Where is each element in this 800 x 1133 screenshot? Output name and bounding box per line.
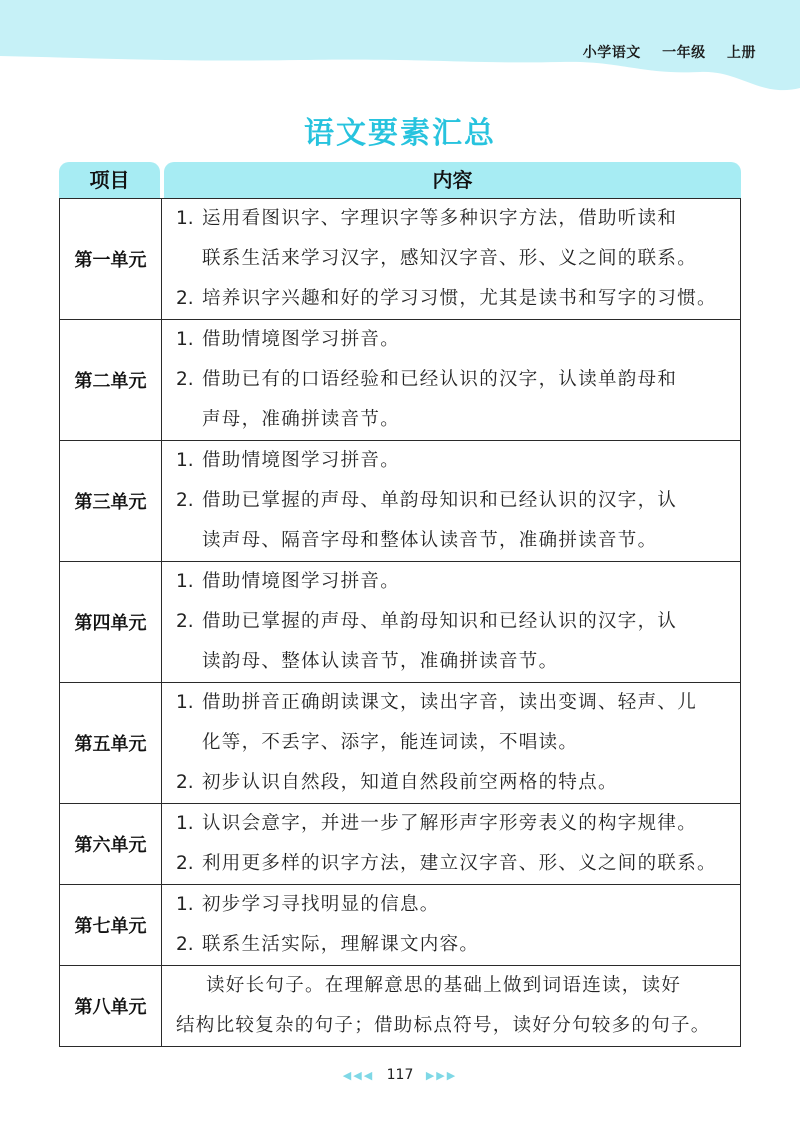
table-row <box>60 199 741 320</box>
item-number: 2. <box>176 934 194 955</box>
content-line <box>176 966 728 1006</box>
item-text: 培养识字兴趣和好的学习习惯，尤其是读书和写字的习惯。 <box>202 288 717 309</box>
item-number: 1. <box>176 571 194 592</box>
item-text: 读韵母、整体认读音节，准确拼读音节。 <box>202 651 559 672</box>
unit-label: 第二单元 <box>60 320 162 441</box>
column-header-item: 项目 <box>59 162 160 198</box>
page-footer <box>0 1067 800 1083</box>
unit-label: 第一单元 <box>60 199 162 320</box>
content-line <box>176 562 728 602</box>
content-line <box>176 602 728 642</box>
content-line <box>176 683 728 723</box>
grade-label: 一年级 <box>662 45 706 61</box>
content-line <box>176 279 728 319</box>
content-line <box>176 239 728 279</box>
content-line <box>176 400 728 440</box>
item-number: 2. <box>176 288 194 309</box>
table-header <box>59 162 741 198</box>
unit-content <box>162 683 741 804</box>
table-row <box>60 441 741 562</box>
content-line <box>176 1006 728 1046</box>
item-number: 1. <box>176 692 194 713</box>
item-text: 借助已有的口语经验和已经认识的汉字，认读单韵母和 <box>202 369 678 390</box>
unit-label: 第七单元 <box>60 885 162 966</box>
unit-label: 第三单元 <box>60 441 162 562</box>
right-arrows-icon: ▶▶▶ <box>425 1069 458 1082</box>
item-text: 借助情境图学习拼音。 <box>202 571 401 592</box>
unit-content <box>162 199 741 320</box>
content-line <box>176 199 728 239</box>
content-line <box>176 441 728 481</box>
item-text: 联系生活实际，理解课文内容。 <box>202 934 480 955</box>
table-row <box>60 885 741 966</box>
content-line <box>176 521 728 561</box>
content-line <box>176 481 728 521</box>
item-text: 读好长句子。在理解意思的基础上做到词语连读，读好 <box>206 975 682 996</box>
item-text: 声母，准确拼读音节。 <box>202 409 401 430</box>
item-number: 2. <box>176 611 194 632</box>
item-number: 1. <box>176 450 194 471</box>
content-line <box>176 763 728 803</box>
content-line <box>176 885 728 925</box>
item-number: 1. <box>176 813 194 834</box>
unit-content <box>162 966 741 1047</box>
unit-content <box>162 320 741 441</box>
unit-content <box>162 562 741 683</box>
item-number: 2. <box>176 853 194 874</box>
item-text: 化等，不丢字、添字，能连词读，不唱读。 <box>202 732 579 753</box>
item-number: 1. <box>176 329 194 350</box>
item-text: 读声母、隔音字母和整体认读音节，准确拼读音节。 <box>202 530 658 551</box>
volume-label: 上册 <box>727 45 756 61</box>
item-text: 利用更多样的识字方法，建立汉字音、形、义之间的联系。 <box>202 853 717 874</box>
unit-label: 第八单元 <box>60 966 162 1047</box>
table-row <box>60 804 741 885</box>
item-text: 结构比较复杂的句子；借助标点符号，读好分句较多的句子。 <box>176 1015 711 1036</box>
subject-label: 小学语文 <box>582 45 641 61</box>
table-row <box>60 562 741 683</box>
content-line <box>176 360 728 400</box>
content-line <box>176 723 728 763</box>
item-text: 联系生活来学习汉字，感知汉字音、形、义之间的联系。 <box>202 248 698 269</box>
item-text: 借助情境图学习拼音。 <box>202 450 401 471</box>
content-line <box>176 320 728 360</box>
page-title: 语文要素汇总 <box>304 116 496 151</box>
table-row <box>60 683 741 804</box>
unit-label: 第六单元 <box>60 804 162 885</box>
content-line <box>176 804 728 844</box>
left-arrows-icon: ◀◀◀ <box>342 1069 375 1082</box>
unit-content <box>162 441 741 562</box>
table-row <box>60 966 741 1047</box>
content-line <box>176 642 728 682</box>
item-number: 2. <box>176 772 194 793</box>
item-text: 认识会意字，并进一步了解形声字形旁表义的构字规律。 <box>202 813 698 834</box>
summary-table <box>59 162 741 1047</box>
book-info <box>567 42 756 62</box>
item-number: 1. <box>176 208 194 229</box>
content-line <box>176 925 728 965</box>
item-text: 初步学习寻找明显的信息。 <box>202 894 440 915</box>
page-number: 117 <box>386 1067 414 1083</box>
item-text: 运用看图识字、字理识字等多种识字方法，借助听读和 <box>202 208 678 229</box>
table-row <box>60 320 741 441</box>
item-text: 借助已掌握的声母、单韵母知识和已经认识的汉字，认 <box>202 611 678 632</box>
unit-content <box>162 885 741 966</box>
item-text: 借助情境图学习拼音。 <box>202 329 401 350</box>
table-body <box>59 198 741 1047</box>
unit-label: 第四单元 <box>60 562 162 683</box>
item-number: 2. <box>176 490 194 511</box>
item-text: 借助拼音正确朗读课文，读出字音，读出变调、轻声、儿 <box>202 692 698 713</box>
item-text: 借助已掌握的声母、单韵母知识和已经认识的汉字，认 <box>202 490 678 511</box>
item-text: 初步认识自然段，知道自然段前空两格的特点。 <box>202 772 618 793</box>
unit-content <box>162 804 741 885</box>
item-number: 1. <box>176 894 194 915</box>
item-number: 2. <box>176 369 194 390</box>
content-line <box>176 844 728 884</box>
unit-label: 第五单元 <box>60 683 162 804</box>
column-header-content: 内容 <box>164 162 741 198</box>
